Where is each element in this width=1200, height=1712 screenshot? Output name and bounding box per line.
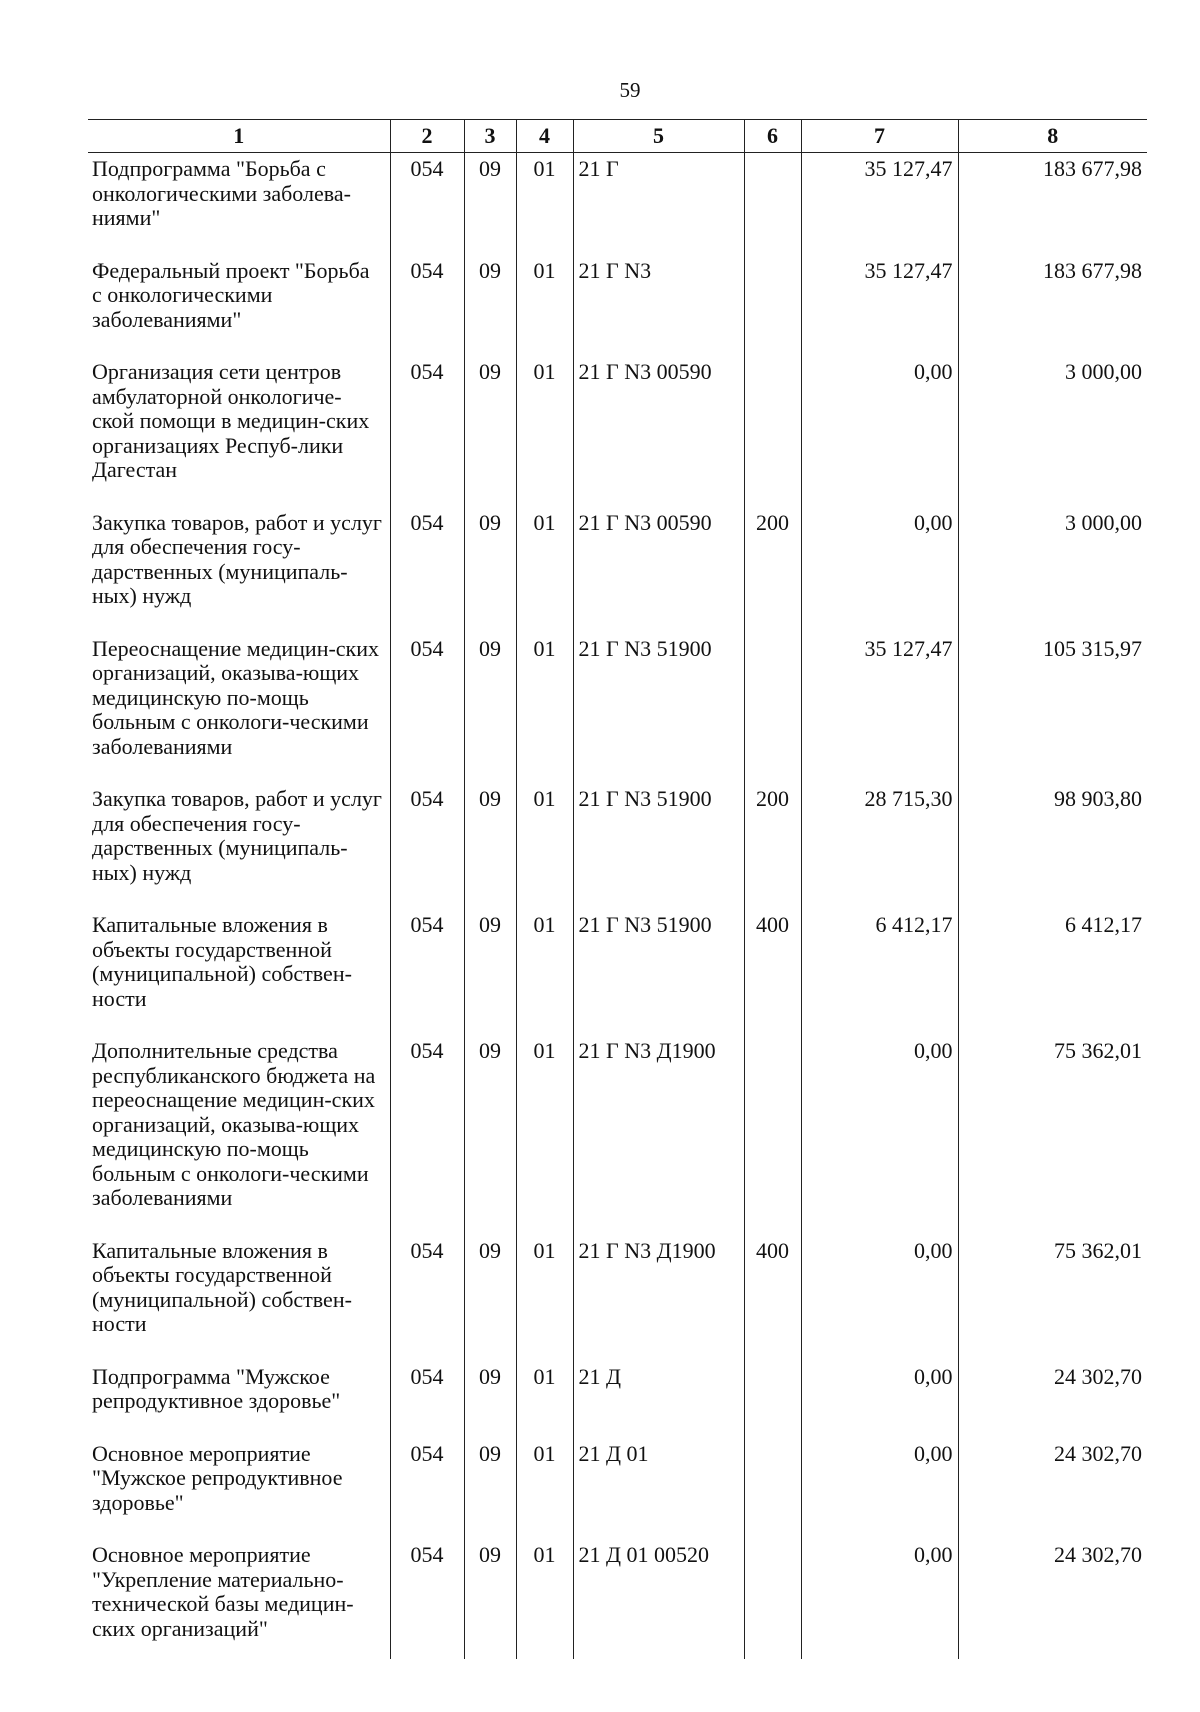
expense-type-cell xyxy=(744,633,801,784)
section-code-cell: 09 xyxy=(464,1235,516,1361)
table-row xyxy=(88,356,1147,507)
ministry-code-cell: 054 xyxy=(390,1235,464,1361)
amount-col7-cell: 0,00 xyxy=(801,1438,958,1540)
target-article-cell: 21 Г N3 00590 xyxy=(573,356,744,507)
amount-col7-cell: 35 127,47 xyxy=(801,633,958,784)
expense-type-cell xyxy=(744,1361,801,1438)
subsection-code-cell: 01 xyxy=(516,153,573,255)
section-code-cell: 09 xyxy=(464,783,516,909)
row-name-cell: Федеральный проект "Борьба с онкологическими заболеваниями" xyxy=(92,257,370,332)
target-article-cell: 21 Г N3 Д1900 xyxy=(573,1035,744,1235)
row-name-cell: Подпрограмма "Борьба с онкологическими заболева-ниями" xyxy=(92,156,351,230)
table-row xyxy=(88,633,1147,784)
table-row xyxy=(88,1539,1147,1659)
row-name-cell: Подпрограмма "Мужское репродуктивное здоровье" xyxy=(92,1363,341,1413)
section-code-cell: 09 xyxy=(464,1361,516,1438)
ministry-code-cell: 054 xyxy=(390,909,464,1035)
subsection-code-cell: 01 xyxy=(516,633,573,784)
amount-col7-cell: 0,00 xyxy=(801,507,958,633)
amount-col8-cell: 75 362,01 xyxy=(958,1035,1147,1235)
row-name-cell: Капитальные вложения в объекты государственной (муниципальной) собствен-ности xyxy=(92,1237,352,1336)
column-header: 5 xyxy=(573,120,744,153)
ministry-code-cell: 054 xyxy=(390,1035,464,1235)
target-article-cell: 21 Г N3 00590 xyxy=(573,507,744,633)
row-name-cell: Дополнительные средства республиканского бюджета на переоснащение медицин-ских организаций, оказыва-ющих медицинскую по-мощь больным с онкологи-ческими заболеваниями xyxy=(92,1038,376,1210)
section-code-cell: 09 xyxy=(464,153,516,255)
section-code-cell: 09 xyxy=(464,633,516,784)
amount-col7-cell: 35 127,47 xyxy=(801,255,958,357)
ministry-code-cell: 054 xyxy=(390,507,464,633)
amount-col8-cell: 183 677,98 xyxy=(958,255,1147,357)
budget-table xyxy=(88,119,1147,1659)
amount-col7-cell: 28 715,30 xyxy=(801,783,958,909)
column-header: 1 xyxy=(88,120,390,153)
ministry-code-cell: 054 xyxy=(390,1539,464,1659)
ministry-code-cell: 054 xyxy=(390,783,464,909)
target-article-cell: 21 Г xyxy=(573,153,744,255)
ministry-code-cell: 054 xyxy=(390,1438,464,1540)
section-code-cell: 09 xyxy=(464,255,516,357)
target-article-cell: 21 Д xyxy=(573,1361,744,1438)
column-header: 2 xyxy=(390,120,464,153)
subsection-code-cell: 01 xyxy=(516,1035,573,1235)
amount-col7-cell: 6 412,17 xyxy=(801,909,958,1035)
row-name-cell: Основное мероприятие "Мужское репродуктивное здоровье" xyxy=(92,1440,343,1515)
subsection-code-cell: 01 xyxy=(516,356,573,507)
table-header xyxy=(88,120,1147,153)
ministry-code-cell: 054 xyxy=(390,255,464,357)
amount-col8-cell: 75 362,01 xyxy=(958,1235,1147,1361)
table-row xyxy=(88,153,1147,255)
subsection-code-cell: 01 xyxy=(516,1539,573,1659)
expense-type-cell: 200 xyxy=(744,507,801,633)
subsection-code-cell: 01 xyxy=(516,1361,573,1438)
column-header: 7 xyxy=(801,120,958,153)
expense-type-cell xyxy=(744,153,801,255)
ministry-code-cell: 054 xyxy=(390,356,464,507)
amount-col8-cell: 3 000,00 xyxy=(958,356,1147,507)
amount-col8-cell: 105 315,97 xyxy=(958,633,1147,784)
expense-type-cell: 400 xyxy=(744,1235,801,1361)
amount-col8-cell: 3 000,00 xyxy=(958,507,1147,633)
section-code-cell: 09 xyxy=(464,1539,516,1659)
row-name-cell: Капитальные вложения в объекты государственной (муниципальной) собствен-ности xyxy=(92,912,352,1011)
subsection-code-cell: 01 xyxy=(516,1235,573,1361)
table-row xyxy=(88,507,1147,633)
row-name-cell: Закупка товаров, работ и услуг для обеспечения госу-дарственных (муниципаль-ных) нужд xyxy=(92,786,382,885)
expense-type-cell xyxy=(744,255,801,357)
header-row xyxy=(88,120,1147,153)
expense-type-cell xyxy=(744,1035,801,1235)
amount-col7-cell: 0,00 xyxy=(801,1539,958,1659)
target-article-cell: 21 Д 01 00520 xyxy=(573,1539,744,1659)
amount-col7-cell: 0,00 xyxy=(801,1235,958,1361)
column-header: 4 xyxy=(516,120,573,153)
row-name-cell: Закупка товаров, работ и услуг для обеспечения госу-дарственных (муниципаль-ных) нужд xyxy=(92,509,382,608)
section-code-cell: 09 xyxy=(464,1035,516,1235)
row-name-cell: Основное мероприятие "Укрепление материально-технической базы медицин-ских организаций" xyxy=(92,1542,354,1641)
target-article-cell: 21 Д 01 xyxy=(573,1438,744,1540)
row-name-cell: Организация сети центров амбулаторной онкологиче-ской помощи в медицин-ских организациях Респуб-лики Дагестан xyxy=(92,359,370,482)
target-article-cell: 21 Г N3 Д1900 xyxy=(573,1235,744,1361)
amount-col8-cell: 24 302,70 xyxy=(958,1361,1147,1438)
column-header: 3 xyxy=(464,120,516,153)
expense-type-cell xyxy=(744,356,801,507)
subsection-code-cell: 01 xyxy=(516,783,573,909)
amount-col7-cell: 0,00 xyxy=(801,1035,958,1235)
section-code-cell: 09 xyxy=(464,356,516,507)
subsection-code-cell: 01 xyxy=(516,507,573,633)
table-row xyxy=(88,1235,1147,1361)
ministry-code-cell: 054 xyxy=(390,633,464,784)
ministry-code-cell: 054 xyxy=(390,1361,464,1438)
target-article-cell: 21 Г N3 51900 xyxy=(573,633,744,784)
amount-col8-cell: 6 412,17 xyxy=(958,909,1147,1035)
target-article-cell: 21 Г N3 xyxy=(573,255,744,357)
subsection-code-cell: 01 xyxy=(516,1438,573,1540)
column-header: 6 xyxy=(744,120,801,153)
column-header: 8 xyxy=(958,120,1147,153)
page-number: 59 xyxy=(619,78,641,102)
target-article-cell: 21 Г N3 51900 xyxy=(573,909,744,1035)
subsection-code-cell: 01 xyxy=(516,909,573,1035)
amount-col8-cell: 98 903,80 xyxy=(958,783,1147,909)
table-row xyxy=(88,1361,1147,1438)
expense-type-cell xyxy=(744,1438,801,1540)
amount-col8-cell: 24 302,70 xyxy=(958,1539,1147,1659)
table-row xyxy=(88,255,1147,357)
amount-col8-cell: 183 677,98 xyxy=(958,153,1147,255)
expense-type-cell: 400 xyxy=(744,909,801,1035)
amount-col7-cell: 0,00 xyxy=(801,1361,958,1438)
subsection-code-cell: 01 xyxy=(516,255,573,357)
amount-col7-cell: 0,00 xyxy=(801,356,958,507)
table-row xyxy=(88,783,1147,909)
target-article-cell: 21 Г N3 51900 xyxy=(573,783,744,909)
ministry-code-cell: 054 xyxy=(390,153,464,255)
table-row xyxy=(88,1438,1147,1540)
section-code-cell: 09 xyxy=(464,1438,516,1540)
section-code-cell: 09 xyxy=(464,507,516,633)
section-code-cell: 09 xyxy=(464,909,516,1035)
table-body xyxy=(88,153,1147,1660)
amount-col7-cell: 35 127,47 xyxy=(801,153,958,255)
amount-col8-cell: 24 302,70 xyxy=(958,1438,1147,1540)
table-row xyxy=(88,909,1147,1035)
table-row xyxy=(88,1035,1147,1235)
row-name-cell: Переоснащение медицин-ских организаций, оказыва-ющих медицинскую по-мощь больным с онкологи-ческими заболеваниями xyxy=(92,635,380,759)
expense-type-cell xyxy=(744,1539,801,1659)
expense-type-cell: 200 xyxy=(744,783,801,909)
